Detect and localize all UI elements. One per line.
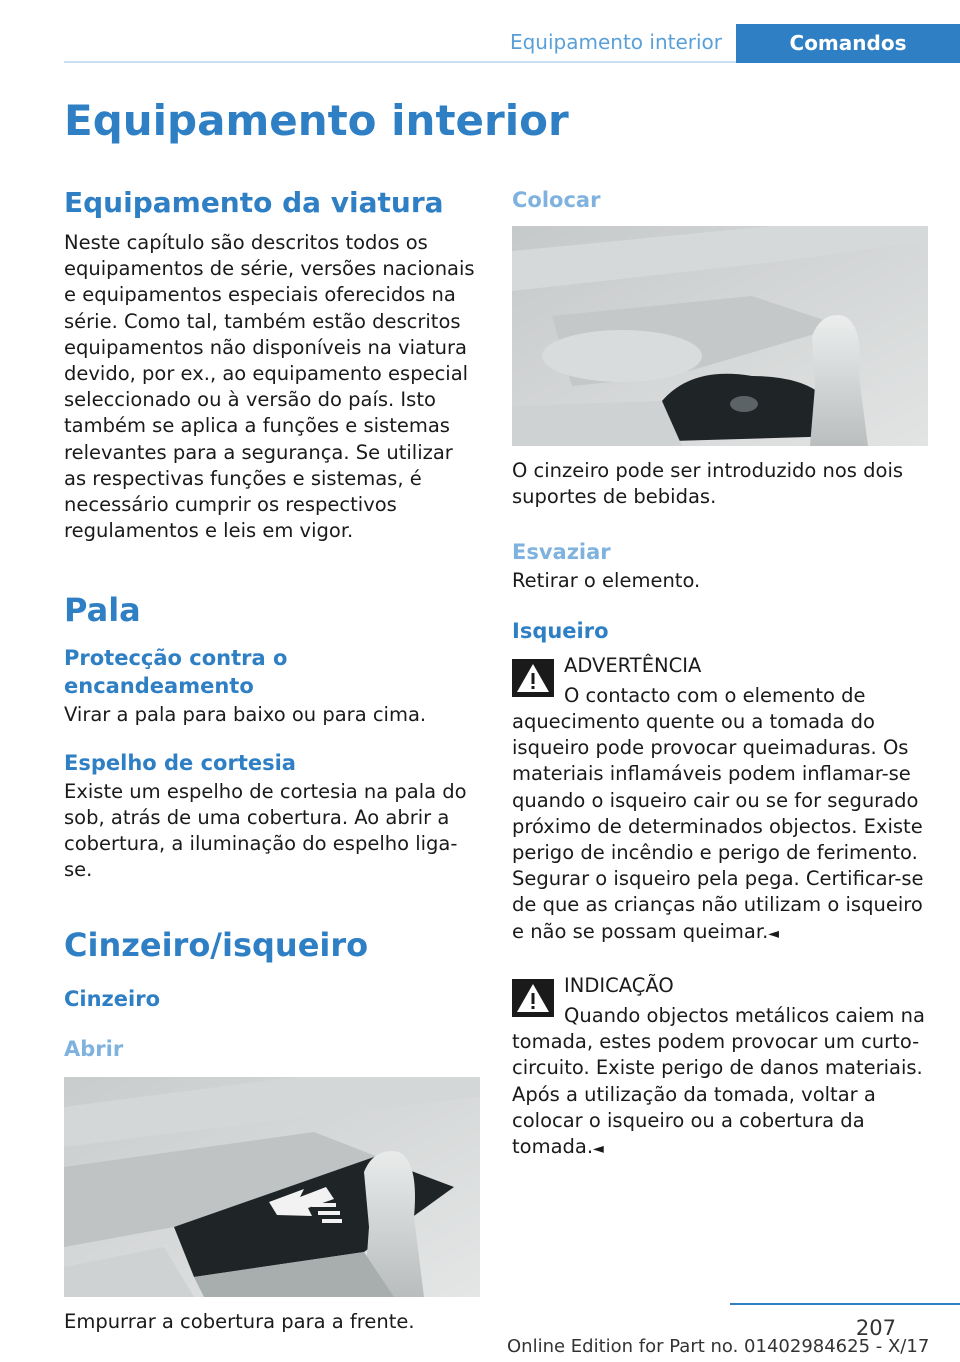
right-column: [512, 186, 928, 1162]
warning-block: [512, 653, 928, 679]
end-marker: ◄: [593, 1141, 604, 1158]
place-caption: O cinzeiro pode ser introduzido nos dois suportes de bebidas.: [512, 459, 904, 509]
ashtray-in-cupholder-photo: [512, 226, 928, 446]
ashtray-heading: Cinzeiro: [64, 987, 161, 1012]
edition-note: Online Edition for Part no. 01402984625 - X/17: [507, 1336, 930, 1357]
note-text: Quando objectos metálicos caiem na tomada, estes podem provocar um curto-circuito. Existe perigo de danos materiais. Após a utilização da tomada, voltar a colocar o isqueiro ou a cobertura da tomada.: [512, 1004, 925, 1159]
note-triangle-icon: [512, 979, 554, 1017]
empty-text: Retirar o elemento.: [512, 569, 701, 593]
ashtray-lighter-heading: Cinzeiro/isqueiro: [64, 926, 369, 965]
warning-label: ADVERTÊNCIA: [564, 653, 702, 677]
glare-protection-text: Virar a pala para baixo ou para cima.: [64, 703, 427, 727]
warning-text: O contacto com o elemento de aquecimento quente ou a tomada do isqueiro pode provocar queimaduras. Os materiais inflamáveis podem inflamar-se quando o isqueiro cair ou se for segurado próximo de determinados objectos. Existe perigo de incêndio e perigo de ferimento. Segurar o isqueiro pela pega. Certificar-se de que as crianças não utilizam o isqueiro e não se possam queimar.: [512, 683, 924, 943]
note-paragraph: [512, 1003, 928, 1162]
empty-heading: Esvaziar: [512, 540, 611, 565]
vanity-mirror-text: Existe um espelho de cortesia na pala do sob, atrás de uma cobertura. Ao abrir a cobertura, a iluminação do espelho liga-se.: [64, 779, 467, 882]
vehicle-equipment-heading: Equipamento da viatura: [64, 186, 444, 219]
vanity-mirror-heading: Espelho de cortesia: [64, 750, 296, 775]
note-label: INDICAÇÃO: [564, 973, 674, 997]
header-section-title: Equipamento interior: [509, 30, 722, 54]
vehicle-equipment-text: Neste capítulo são descritos todos os equipamentos de série, versões nacionais e equipamentos especiais oferecidos na série. Como tal, também estão descritos equipamentos não disponíveis na viatura devido, por ex., ao equipamento especial seleccionado ou à versão do país. Isto também se aplica a funções e sistemas relevantes para a segurança. Se utilizar as respectivas funções e sistemas, é necessário cumprir os respectivos regulamentos e leis em vigor.: [64, 231, 475, 543]
note-block: [512, 973, 928, 999]
place-heading: Colocar: [512, 188, 601, 212]
warning-triangle-icon: [512, 659, 554, 697]
footer-rule: [730, 1303, 960, 1305]
lighter-heading: Isqueiro: [512, 618, 609, 643]
page-number: 207: [855, 1316, 896, 1340]
sun-visor-heading: Pala: [64, 591, 141, 630]
warning-paragraph: [512, 683, 928, 947]
page-title: Equipamento interior: [64, 96, 569, 145]
ashtray-open-photo: [64, 1077, 480, 1297]
open-heading: Abrir: [64, 1037, 124, 1062]
header-chapter-tab: Comandos: [736, 24, 960, 63]
glare-protection-heading: Protecção contra o encandeamento: [64, 646, 288, 699]
end-marker: ◄: [768, 925, 780, 942]
left-column: [64, 186, 480, 1336]
open-caption: Empurrar a cobertura para a frente.: [64, 1310, 415, 1334]
